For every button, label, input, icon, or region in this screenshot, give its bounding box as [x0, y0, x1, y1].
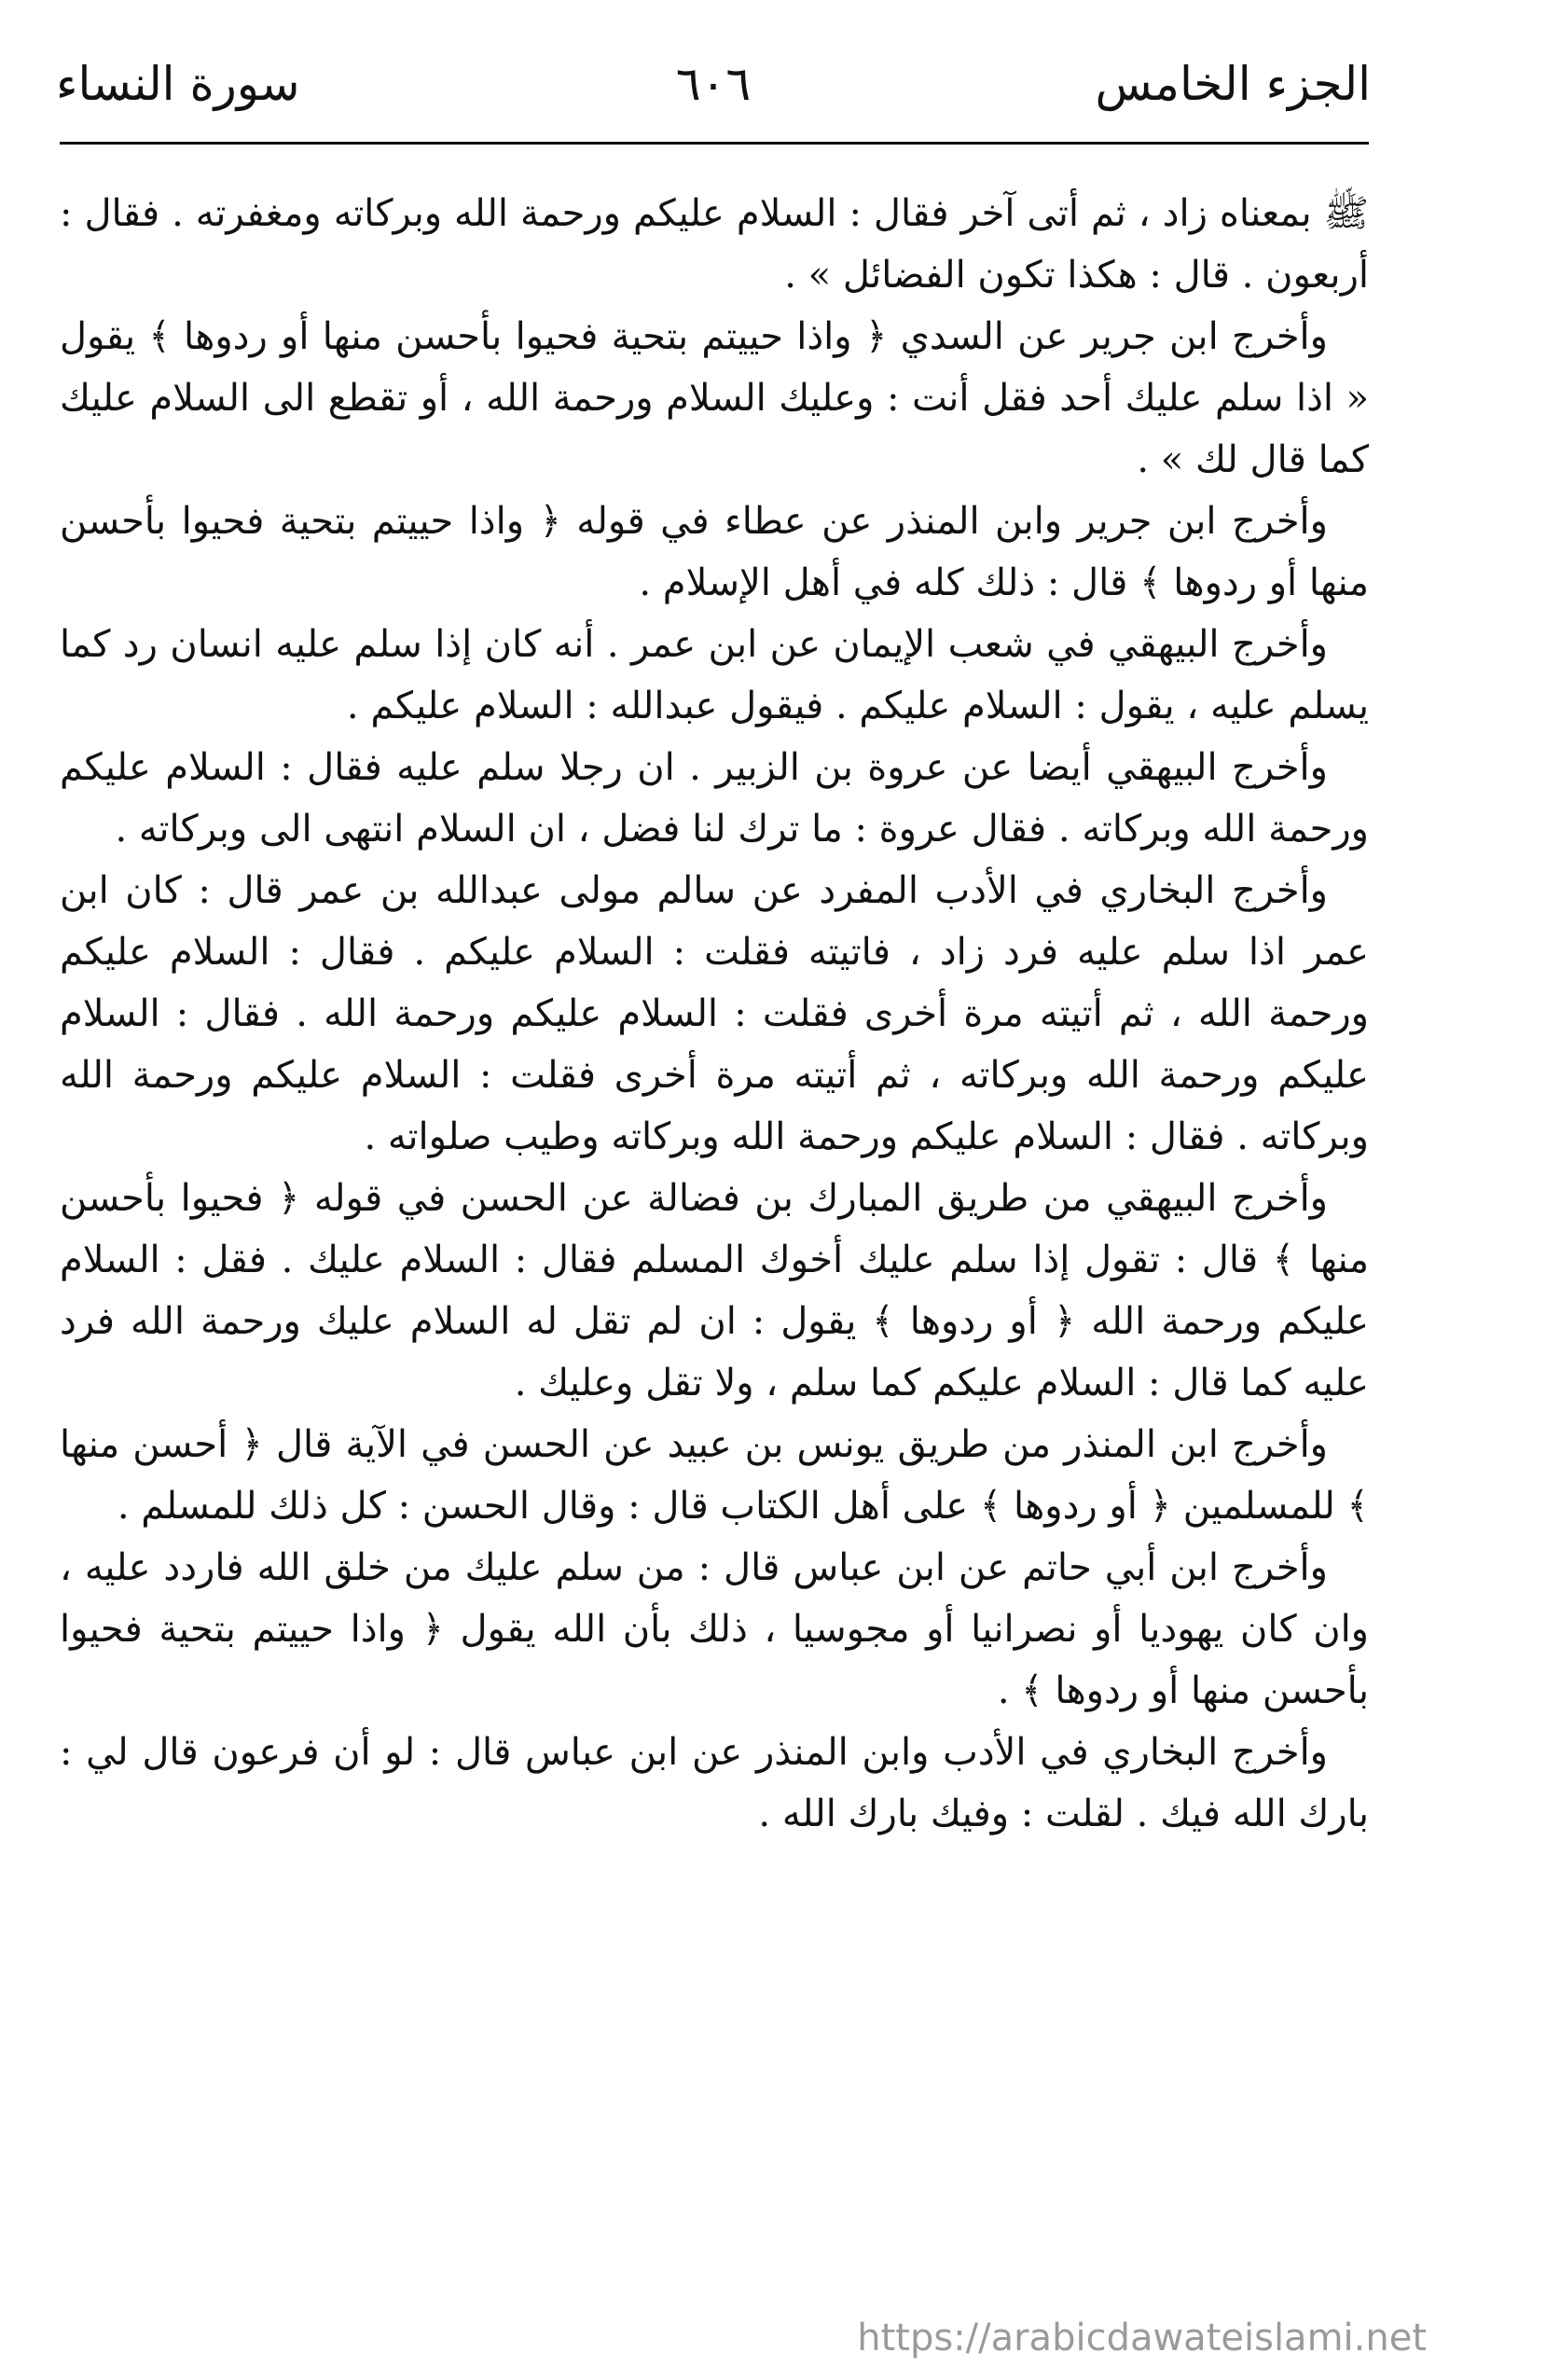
paragraph: وأخرج البخاري في الأدب وابن المنذر عن ابن عباس قال : لو أن فرعون قال لي : بارك الله فيك . لقلت : وفيك بارك الله .: [60, 1731, 1369, 1835]
header-divider: [60, 142, 1369, 145]
page-body: [60, 183, 1369, 1845]
paragraph: وأخرج ابن أبي حاتم عن ابن عباس قال : من سلم عليك من خلق الله فاردد عليه ، وان كان يهوديا أو نصرانيا أو مجوسيا ، ذلك بأن الله يقول ﴿ واذا حييتم بتحية فحيوا بأحسن منها أو ردوها ﴾ .: [60, 1546, 1369, 1712]
paragraph: وأخرج البيهقي من طريق المبارك بن فضالة عن الحسن في قوله ﴿ فحيوا بأحسن منها ﴾ قال : تقول إذا سلم عليك أخوك المسلم فقال : السلام عليك . فقل : السلام عليكم ورحمة الله ﴿ أو ردوها ﴾ يقول : ان لم تقل له السلام عليك ورحمة الله فرد عليه كما قال : السلام عليكم كما سلم ، ولا تقل وعليك .: [60, 1177, 1370, 1404]
surah-title: سورة النساء: [56, 57, 300, 111]
paragraph: وأخرج البيهقي في شعب الإيمان عن ابن عمر . أنه كان إذا سلم عليه انسان رد كما يسلم عليه ، يقول : السلام عليكم . فيقول عبدالله : السلام عليكم .: [60, 623, 1369, 727]
paragraph: وأخرج ابن جرير عن السدي ﴿ واذا حييتم بتحية فحيوا بأحسن منها أو ردوها ﴾ يقول « اذا سلم عليك أحد فقل أنت : وعليك السلام ورحمة الله ، أو تقطع الى السلام عليك كما قال لك » .: [60, 315, 1369, 481]
paragraph: ﷺ بمعناه زاد ، ثم أتى آخر فقال : السلام عليكم ورحمة الله وبركاته ومغفرته . فقال : أربعون . قال : هكذا تكون الفضائل » .: [60, 192, 1369, 297]
paragraph: وأخرج البخاري في الأدب المفرد عن سالم مولى عبدالله بن عمر قال : كان ابن عمر اذا سلم عليه فرد زاد ، فاتيته فقلت : السلام عليكم . فقال : السلام عليكم ورحمة الله ، ثم أتيته مرة أخرى فقلت : السلام عليكم ورحمة الله . فقال : السلام عليكم ورحمة الله وبركاته ، ثم أتيته مرة أخرى فقلت : السلام عليكم ورحمة الله وبركاته . فقال : السلام عليكم ورحمة الله وبركاته وطيب صلواته .: [60, 869, 1369, 1158]
watermark-url: https://arabicdawateislami.net: [857, 2317, 1427, 2359]
part-title: الجزء الخامس: [1095, 57, 1371, 111]
paragraph: وأخرج البيهقي أيضا عن عروة بن الزبير . ان رجلا سلم عليه فقال : السلام عليكم ورحمة الله وبركاته . فقال عروة : ما ترك لنا فضل ، ان السلام انتهى الى وبركاته .: [60, 746, 1369, 851]
paragraph: وأخرج ابن المنذر من طريق يونس بن عبيد عن الحسن في الآية قال ﴿ أحسن منها ﴾ للمسلمين ﴿ أو ردوها ﴾ على أهل الكتاب قال : وقال الحسن : كل ذلك للمسلم .: [60, 1423, 1369, 1528]
page-number: ٦٠٦: [675, 57, 752, 111]
page-header: [56, 35, 1371, 119]
paragraph: وأخرج ابن جرير وابن المنذر عن عطاء في قوله ﴿ واذا حييتم بتحية فحيوا بأحسن منها أو ردوها ﴾ قال : ذلك كله في أهل الإسلام .: [60, 500, 1369, 604]
